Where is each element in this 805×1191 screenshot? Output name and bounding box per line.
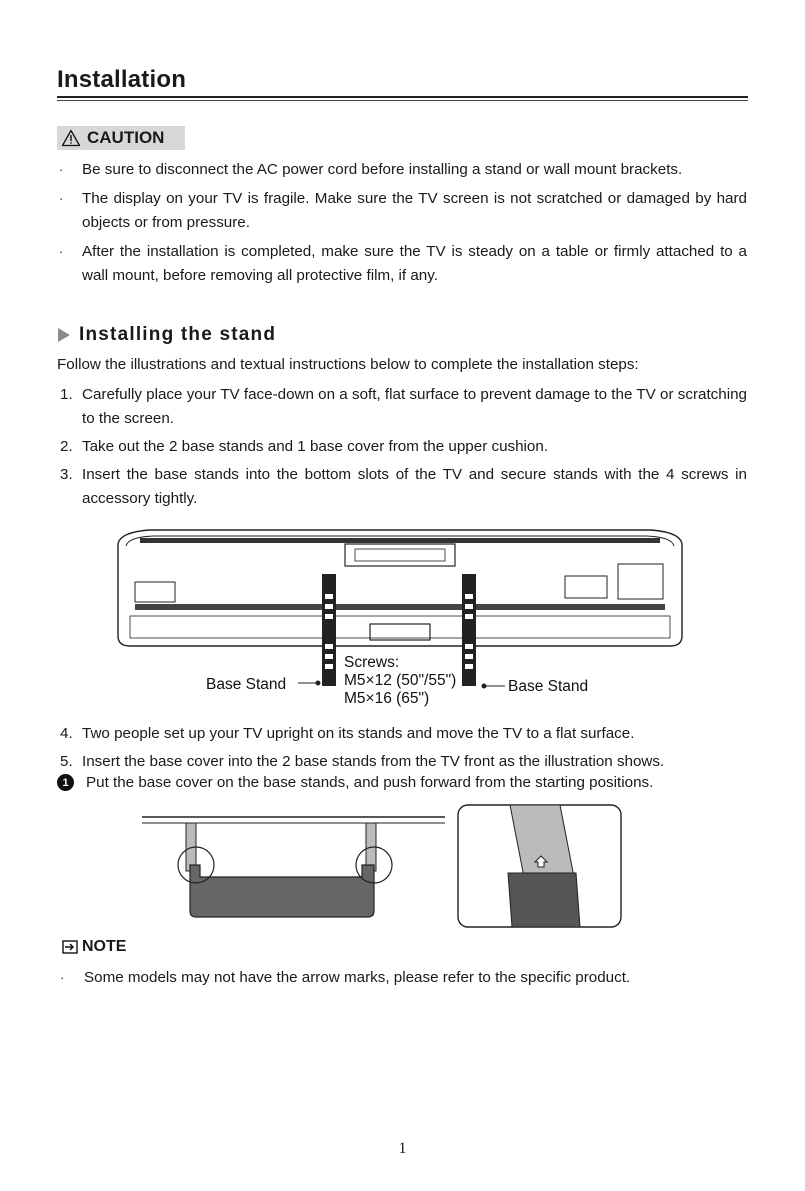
tv-back-stand-illustration [110, 524, 690, 714]
caution-item [57, 187, 747, 235]
note-arrow-box-icon [62, 940, 78, 954]
step-number: 4. [60, 725, 73, 742]
bullet-dot: · [59, 162, 64, 177]
bullet-dot: · [59, 244, 64, 259]
screws-spec-1: M5×12 (50"/55") [344, 672, 457, 689]
caution-label: CAUTION [87, 128, 165, 147]
title-rule-thin [57, 100, 748, 101]
caution-list [57, 158, 747, 293]
bullet-dot: · [60, 970, 65, 985]
step-number: 2. [60, 438, 73, 455]
note-item-text: Some models may not have the arrow marks, please refer to the specific product. [84, 969, 631, 986]
step-item [57, 383, 747, 431]
caution-item-text: After the installation is completed, make sure the TV is steady on a table or firmly attached to a wall mount, before removing all protective film, if any. [82, 243, 747, 284]
section-heading-text: Installing the stand [79, 324, 277, 345]
caution-item-text: The display on your TV is fragile. Make sure the TV screen is not scratched or damaged by hard objects or from pressure. [82, 190, 747, 231]
step-text: Two people set up your TV upright on its stands and move the TV to a flat surface. [82, 725, 635, 742]
step-item [57, 463, 747, 511]
caution-item [57, 158, 747, 182]
steps-list-2 [57, 722, 747, 778]
section-intro: Follow the illustrations and textual instructions below to complete the installation steps: [57, 356, 639, 373]
step-text: Take out the 2 base stands and 1 base cover from the upper cushion. [82, 438, 549, 455]
step-text: Insert the base cover into the 2 base stands from the TV front as the illustration shows. [82, 753, 665, 770]
screws-title: Screws: [344, 654, 400, 671]
bullet-dot: · [59, 191, 64, 206]
caution-item [57, 240, 747, 288]
step-item [57, 750, 747, 774]
substep-text: Put the base cover on the base stands, and push forward from the starting positions. [86, 774, 654, 791]
step-text: Insert the base stands into the bottom slots of the TV and secure stands with the 4 screws in accessory tightly. [82, 466, 747, 507]
page-number: 1 [398, 1140, 407, 1157]
step-item [57, 435, 747, 459]
step-number: 3. [60, 466, 73, 483]
screws-spec-2: M5×16 (65") [344, 690, 430, 707]
page-title: Installation [57, 66, 187, 93]
steps-list-1 [57, 383, 747, 515]
note-heading [62, 938, 126, 956]
note-label: NOTE [82, 938, 127, 955]
step-number: 1. [60, 386, 73, 403]
substep-number-badge: 1 [57, 774, 74, 791]
warning-icon [61, 129, 81, 147]
base-stand-left-label: Base Stand [206, 676, 287, 693]
step-number: 5. [60, 753, 73, 770]
caution-banner [57, 126, 185, 150]
section-heading-installing-stand [57, 324, 276, 346]
base-stand-right-label: Base Stand [508, 678, 589, 695]
caution-item-text: Be sure to disconnect the AC power cord before installing a stand or wall mount brackets. [82, 161, 683, 178]
step-item [57, 722, 747, 746]
step-text: Carefully place your TV face-down on a soft, flat surface to prevent damage to the TV or scratching to the screen. [82, 386, 747, 427]
substep [57, 774, 653, 791]
title-rule-thick [57, 96, 748, 98]
triangle-bullet-icon [57, 327, 71, 343]
note-item [57, 966, 630, 990]
base-cover-illustration [140, 803, 625, 931]
